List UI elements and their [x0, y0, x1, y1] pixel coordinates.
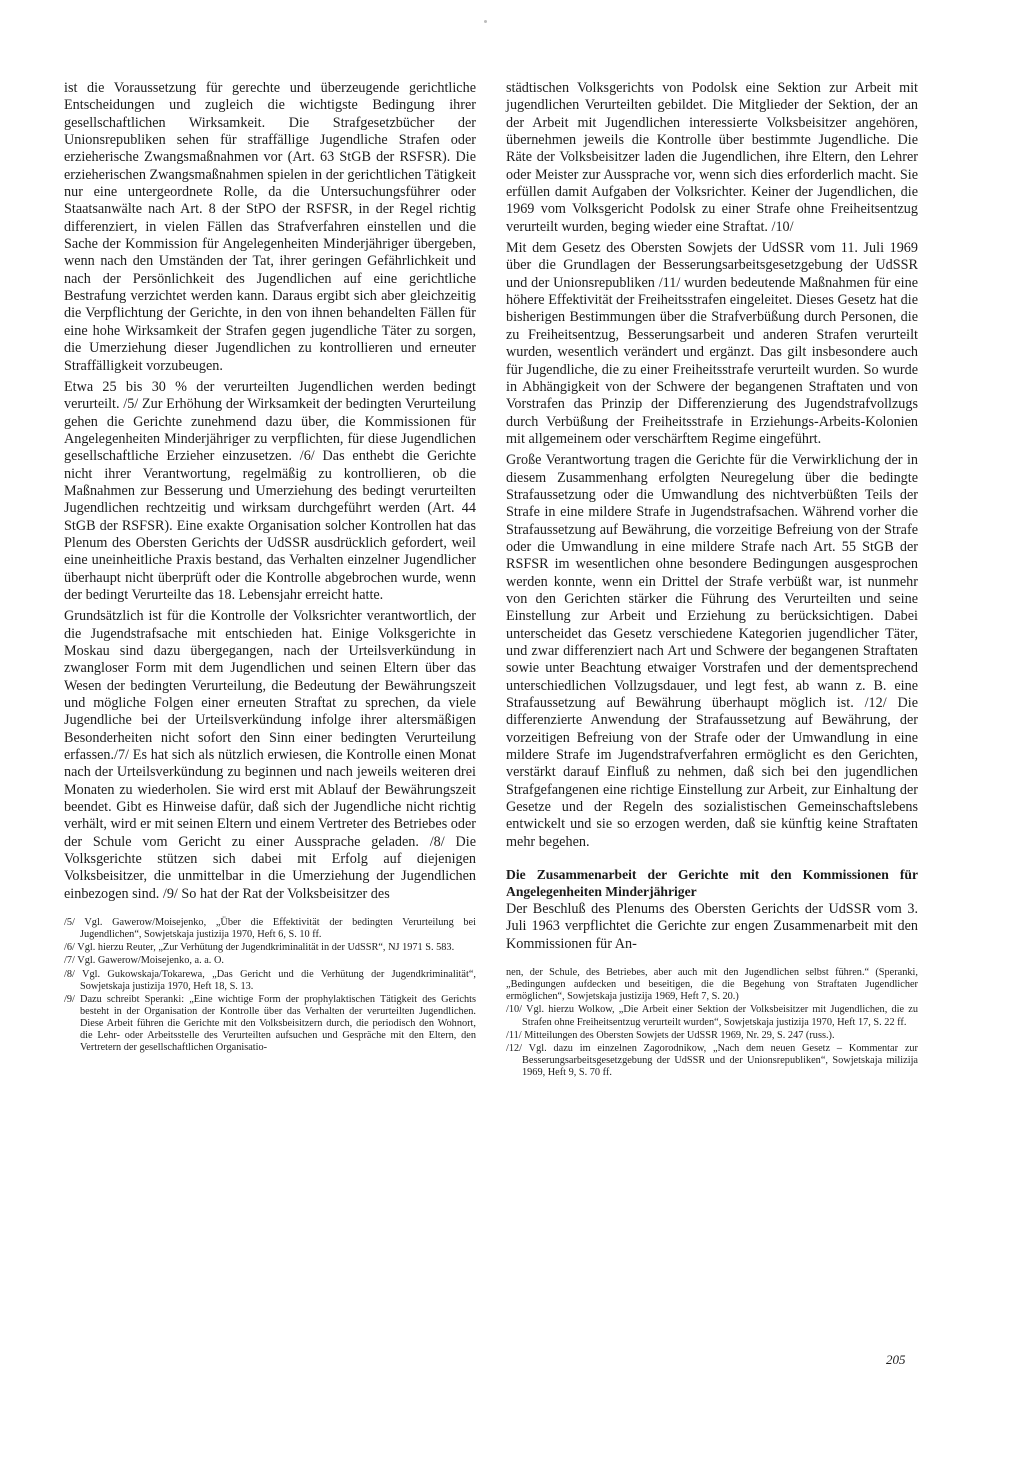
- footnote: /5/ Vgl. Gawerow/Moisejenko, „Über die Effektivität der bedingten Verurteilung bei Jugendlichen“, Sowjetskaja justizija 1970, Heft 6, S. 10 ff.: [64, 917, 476, 941]
- footnotes-right: [506, 967, 918, 1079]
- body-paragraph: städtischen Volksgerichts von Podolsk eine Sektion zur Arbeit mit jugendlichen Verurteilten gebildet. Die Mitglieder der Sektion, der an der Arbeit mit Jugendlichen interessierte Volksbeisitzer angehören, übernehmen jeweils die Kontrolle über bestimmte Jugendliche. Die Räte der Volksbeisitzer laden die Jugendlichen, ihre Eltern, den Lehrer oder Meister zur Aussprache vor, wenn sich dies erforderlich macht. Sie erfüllen damit Aufgaben der Volksrichter. Keiner der Jugendlichen, die 1969 vom Volksgericht Podolsk zu einer Strafe ohne Freiheitsentzug verurteilt wurden, beging wieder eine Straftat. /10/: [506, 80, 918, 235]
- page-number: 205: [886, 1352, 906, 1367]
- body-paragraph: Etwa 25 bis 30 % der verurteilten Jugendlichen werden bedingt verurteilt. /5/ Zur Erhöhung der Wirksamkeit der bedingten Verurteilung gehen die Gerichte zunehmend dazu über, die Kommissionen für Angelegenheiten Minderjähriger zu verpflichten, für diese Jugendlichen gesellschaftliche Erzieher einzusetzen. /6/ Das enthebt die Gerichte nicht ihrer Verantwortung, regelmäßig zu kontrollieren, ob die Maßnahmen zur Besserung und Umerziehung des bedingt verurteilten Jugendlichen rechtzeitig und wirksam durchgeführt werden (Art. 44 StGB der RSFSR). Eine exakte Organisation solcher Kontrollen hat das Plenum des Obersten Gerichts der UdSSR ausdrücklich gefordert, weil eine uneinheitliche Praxis bestand, das Verhalten einzelner Jugendlicher überhaupt nicht überprüft oder die Kontrolle abgebrochen wurde, wenn der bedingt Verurteilte das 18. Lebensjahr erreicht hatte.: [64, 378, 476, 603]
- body-paragraph: Große Verantwortung tragen die Gerichte für die Verwirklichung der in diesem Zusammenhang erfolgten Neuregelung über die bedingte Strafaussetzung oder die Umwandlung des nichtverbüßten Teils der Strafe in eine mildere Strafe in Jugendstrafsachen. Während vorher die Strafaussetzung auf Bewährung, die vorzeitige Befreiung von der Strafe oder die Umwandlung in eine mildere Strafe nach Art. 55 StGB der RSFSR im wesentlichen ohne besondere Bedingungen ausgesprochen werden konnte, wenn ein Drittel der Strafe verbüßt war, ist nunmehr von den Gerichten stärker die Führung des Verurteilten und seine Einstellung zur Arbeit und Erziehung zu berücksichtigen. Dabei unterscheidet das Gesetz verschiedene Kategorien jugendlicher Täter, und zwar differenziert nach Art und Schwere der begangenen Straftaten sowie unter Beachtung etwaiger Vorstrafen und der dementsprechend unterschiedlichen Vollzugsdauer, und legt fest, ab wann z. B. eine Strafaussetzung auf Bewährung überhaupt möglich ist. /12/ Die differenzierte Anwendung der Strafaussetzung auf Bewährung, der vorzeitigen Befreiung von der Strafe oder der Umwandlung in eine mildere Strafe im Jugendstrafverfahren ermöglicht es den Gerichten, verstärkt darauf Einfluß zu nehmen, daß sich bei den jugendlichen Strafgefangenen eine richtige Einstellung zur Arbeit, zur Einhaltung der Gesetze und der Regeln des sozialistischen Gemeinschaftslebens entwickelt und sie so erzogen werden, daß sie künftig keine Straftaten mehr begehen.: [506, 452, 918, 850]
- body-paragraph: Mit dem Gesetz des Obersten Sowjets der UdSSR vom 11. Juli 1969 über die Grundlagen der Besserungsarbeitsgesetzgebung der UdSSR und der Unionsrepubliken /11/ wurden bedeutende Maßnahmen für eine höhere Effektivität der Freiheitsstrafen eingeleitet. Dieses Gesetz hat die bisherigen Bestimmungen über die Strafverbüßung durch Personen, die zu Freiheitsentzug, Besserungsarbeit und anderen Strafen verurteilt wurden, wesentlich verändert und ergänzt. Das gilt insbesondere auch für Jugendliche, die zu einer Freiheitsstrafe verurteilt wurden. So wurde in Abhängigkeit von der Schwere der begangenen Straftaten und von Vorstrafen das Prinzip der Differenzierung des Jugendstrafvollzugs durch Verbüßung der Freiheitsstrafe in Erziehungs-Arbeits-Kolonien mit allgemeinem oder verschärftem Regime eingeführt.: [506, 240, 918, 447]
- right-column: [506, 80, 918, 1080]
- footnote-continuation: nen, der Schule, des Betriebes, aber auch mit den Jugendlichen selbst führen.“ (Speranki, „Bedingungen aufdecken und beseitigen, die die Begehung von Straftaten Jugendlicher ermöglichen“, Sowjetskaja justizija 1969, Heft 7, S. 20.): [506, 967, 918, 1003]
- section-heading: Die Zusammenarbeit der Gerichte mit den Kommissionen für Angelegenheiten Minderjähriger: [506, 867, 918, 899]
- page-speck: [484, 20, 487, 23]
- footnote: /6/ Vgl. hierzu Reuter, „Zur Verhütung der Jugendkriminalität in der UdSSR“, NJ 1971 S. 583.: [64, 942, 455, 954]
- body-paragraph: ist die Voraussetzung für gerechte und überzeugende gerichtliche Entscheidungen und zugleich die wichtigste Bedingung ihrer gesellschaftlichen Wirksamkeit. Die Strafgesetzbücher der Unionsrepubliken sehen für straffällige Jugendliche Strafen oder erzieherische Zwangsmaßnahmen vor (Art. 63 StGB der RSFSR). Die erzieherischen Zwangsmaßnahmen spielen in der gerichtlichen Tätigkeit nur eine untergeordnete Rolle, da die Untersuchungsführer oder Staatsanwälte nach Art. 8 der StPO der RSFSR, in der Regel richtig differenziert, in vielen Fällen das Strafverfahren einstellen und die Sache der Kommission für Angelegenheiten Minderjähriger übergeben, wenn nach den Umständen der Tat, ihrer geringen Gefährlichkeit und nach der Persönlichkeit des Jugendlichen auf eine gerichtliche Bestrafung verzichtet werden kann. Daraus ergibt sich aber gleichzeitig die Verpflichtung der Gerichte, in den von ihnen behandelten Fällen für eine hohe Wirksamkeit der Strafen gegen jugendliche Täter zu sorgen, die Umerziehung dieser Jugendlichen zu kontrollieren und erneuter Straffälligkeit vorzubeugen.: [64, 80, 476, 374]
- footnote: /12/ Vgl. dazu im einzelnen Zagorodnikow, „Nach dem neuen Gesetz – Kommentar zur Besserungsarbeitsgesetzgebung der UdSSR und der Unionsrepubliken“, Sowjetskaja milizija 1969, Heft 9, S. 70 ff.: [506, 1042, 918, 1078]
- footnote: /11/ Mitteilungen des Obersten Sowjets der UdSSR 1969, Nr. 29, S. 247 (russ.).: [506, 1029, 835, 1041]
- footnote: /9/ Dazu schreibt Speranki: „Eine wichtige Form der prophylaktischen Tätigkeit des Gerichts besteht in der Organisation der Kontrolle über das Verhalten der verurteilten Jugendlichen. Diese Arbeit führen die Gerichte mit den Volksbeisitzern durch, die periodisch den Wohnort, die Lehr- oder Arbeitsstelle des Verurteilten aufsuchen und Gespräche mit den Eltern, den Vertretern der gesellschaftlichen Organisatio-: [64, 993, 476, 1054]
- footnote: /8/ Vgl. Gukowskaja/Tokarewa, „Das Gericht und die Verhütung der Jugendkriminalität“, Sowjetskaja justizija 1970, Heft 18, S. 13.: [64, 968, 476, 992]
- body-paragraph: Grundsätzlich ist für die Kontrolle der Volksrichter verantwortlich, der die Jugendstrafsache mit entschieden hat. Einige Volksgerichte in Moskau sind dazu übergegangen, nach der Urteilsverkündung in zwangloser Form mit dem Jugendlichen und seinen Eltern über das Wesen der bedingten Verurteilung, die Bedeutung der Bewährungszeit und mögliche Folgen einer erneuten Straftat zu sprechen, da viele Jugendliche bei der Urteilsverkündung infolge ihrer altersmäßigen Besonderheiten nicht sofort den Sinn einer bedingten Verurteilung erfassen./7/ Es hat sich als nützlich erwiesen, die Kontrolle einen Monat nach der Urteilsverkündung zu beginnen und nach jeweils weiteren drei Monaten zu wiederholen. Sie wird erst mit Ablauf der Bewährungszeit beendet. Gibt es Hinweise dafür, daß sich der Jugendliche nicht richtig verhält, wird er mit seinen Eltern und einem Vertreter des Betriebes oder der Schule vom Gericht zu einer Aussprache geladen. /8/ Die Volksgerichte stützen sich dabei mit Erfolg auf diejenigen Volksbeisitzer, die unmittelbar in die Umerziehung der Jugendlichen einbezogen sind. /9/ So hat der Rat der Volksbeisitzer des: [64, 608, 476, 902]
- body-paragraph: Der Beschluß des Plenums des Obersten Gerichts der UdSSR vom 3. Juli 1963 verpflichtet die Gerichte zur engen Zusammenarbeit mit den Kommissionen für An-: [506, 901, 918, 952]
- footnotes-left: [64, 917, 476, 1054]
- footnote: /7/ Vgl. Gawerow/Moisejenko, a. a. O.: [64, 955, 224, 967]
- footnote: /10/ Vgl. hierzu Wolkow, „Die Arbeit einer Sektion der Volksbeisitzer mit Jugendlichen, die zu Strafen ohne Freiheitsentzug verurteilt wurden“, Sowjetskaja justizija 1970, Heft 17, S. 22 ff.: [506, 1004, 918, 1028]
- left-column: [64, 80, 476, 1055]
